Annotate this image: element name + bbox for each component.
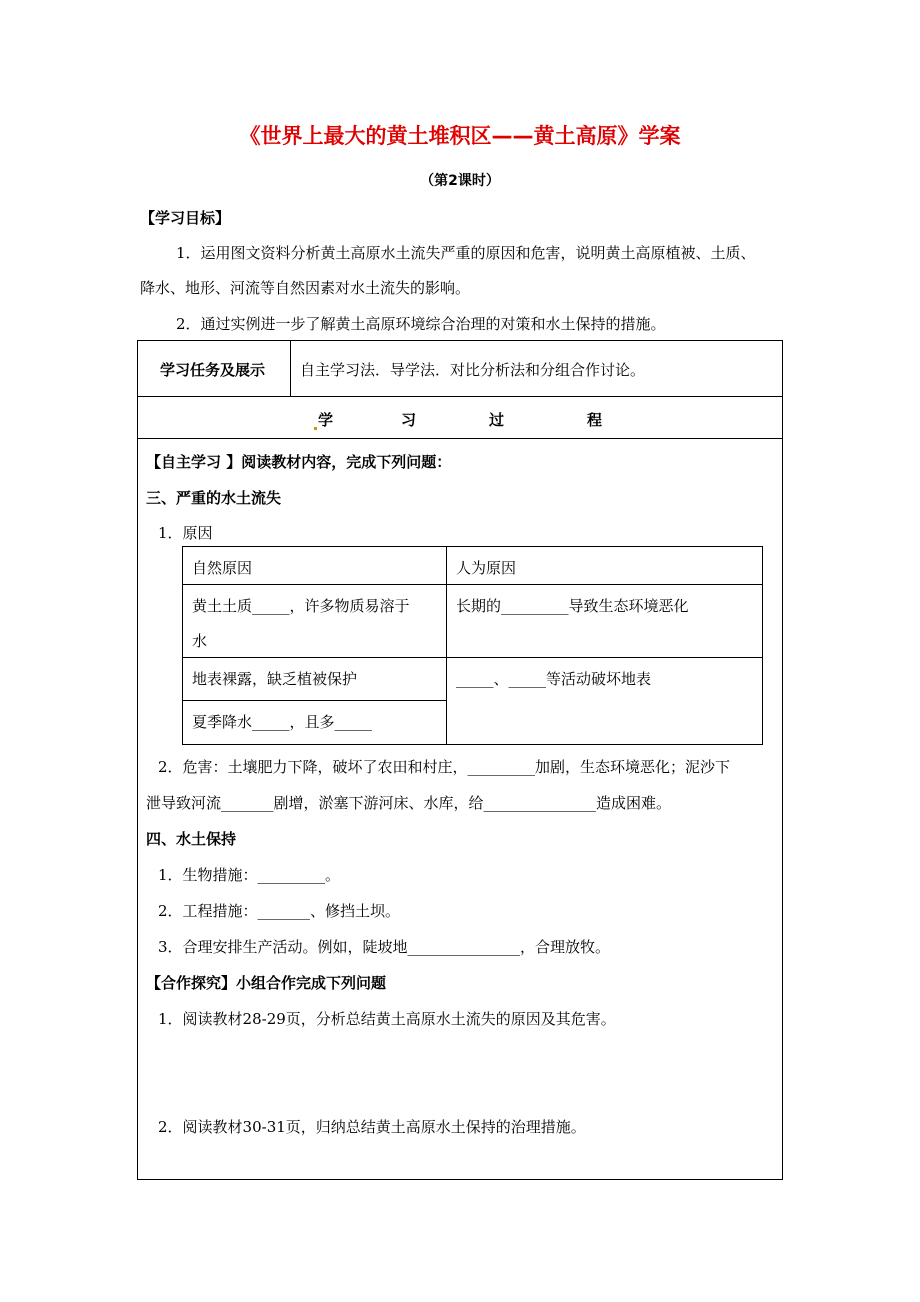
measure-production: 3．合理安排生产活动。例如，陡坡地_______________，合理放牧。 (158, 938, 611, 956)
process-char: 习 (401, 411, 417, 429)
process-char: 程 (587, 411, 603, 429)
natural-cause-2: 地表裸露，缺乏植被保护 (192, 670, 358, 688)
natural-cause-3: 夏季降水_____，且多_____ (192, 713, 373, 731)
cause-label: 1．原因 (158, 524, 213, 542)
lesson-subtitle: （第2课时） (420, 173, 500, 189)
process-char: 学 (318, 411, 334, 429)
human-cause-2: _____、_____等活动破坏地表 (456, 670, 652, 688)
coop-question-1: 1．阅读教材28-29页，分析总结黄土高原水土流失的原因及其危害。 (158, 1010, 616, 1028)
natural-cause-1-line-1: 黄土土质_____，许多物质易溶于 (192, 597, 410, 615)
coop-heading: 【合作探究】小组合作完成下列问题 (146, 974, 387, 992)
task-value: 自主学习法．导学法．对比分析法和分组合作讨论。 (300, 361, 646, 379)
human-causes-header: 人为原因 (456, 559, 517, 577)
section-4-title: 四、水土保持 (146, 830, 237, 848)
objective-1-line-2: 降水、地形、河流等自然因素对水土流失的影响。 (140, 279, 471, 297)
human-cause-1: 长期的_________导致生态环境恶化 (456, 597, 689, 615)
measure-biological: 1．生物措施：_________。 (158, 866, 341, 884)
process-char: 过 (489, 411, 505, 429)
task-label: 学习任务及展示 (160, 361, 266, 379)
natural-causes-header: 自然原因 (192, 559, 253, 577)
self-study-heading: 【自主学习 】阅读教材内容，完成下列问题： (146, 453, 452, 471)
objective-2: 2．通过实例进一步了解黄土高原环境综合治理的对策和水土保持的措施。 (176, 315, 666, 333)
objective-1-line-1: 1．运用图文资料分析黄土高原水土流失严重的原因和危害，说明黄土高原植被、土质、 (176, 244, 756, 262)
measure-engineering: 2．工程措施：_______、修挡土坝。 (158, 902, 401, 920)
natural-cause-1-line-2: 水 (192, 632, 208, 650)
marker-dot (314, 427, 317, 430)
section-3-title: 三、严重的水土流失 (146, 489, 282, 507)
page-title: 《世界上最大的黄土堆积区——黄土高原》学案 (239, 124, 681, 148)
coop-question-2: 2．阅读教材30-31页，归纳总结黄土高原水土保持的治理措施。 (158, 1118, 586, 1136)
objectives-heading: 【学习目标】 (140, 209, 231, 227)
harm-line-1: 2．危害：土壤肥力下降，破坏了农田和村庄，_________加剧，生态环境恶化；泥沙下 (158, 758, 731, 776)
harm-line-2: 泄导致河流_______剧增，淤塞下游河床、水库，给_______________造成困难。 (146, 794, 672, 812)
